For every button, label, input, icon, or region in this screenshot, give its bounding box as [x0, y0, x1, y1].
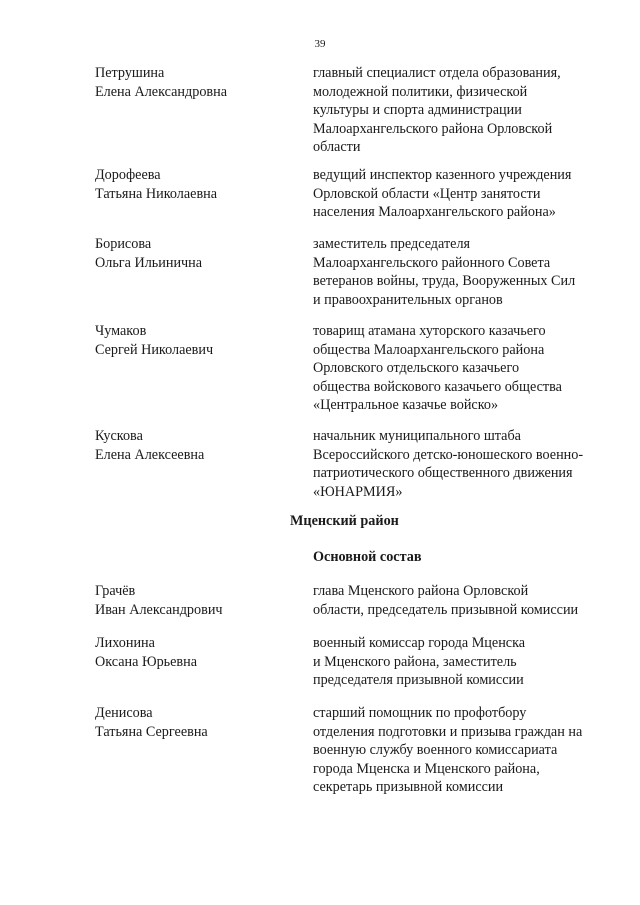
role-line: культуры и спорта администрации [313, 102, 522, 119]
section-title: Мценский район [290, 513, 399, 529]
given-names: Ольга Ильинична [95, 254, 203, 271]
surname: Чумаков [95, 323, 147, 339]
role-line: секретарь призывной комиссии [313, 779, 504, 796]
member-name [95, 166, 295, 203]
role-line: молодежной политики, физической [313, 83, 528, 100]
role-line: населения Малоархангельского района» [313, 204, 556, 221]
role-line: общества Малоархангельского района [313, 341, 545, 358]
surname: Борисова [95, 236, 152, 252]
role-line: «Центральное казачье войско» [313, 397, 499, 414]
member-role [313, 322, 613, 415]
role-line: начальник муниципального штаба [313, 428, 521, 444]
surname: Петрушина [95, 65, 165, 81]
surname: Кускова [95, 428, 143, 444]
subsection-title: Основной состав [313, 549, 422, 565]
role-line: товарищ атамана хуторского казачьего [313, 323, 546, 339]
surname: Денисова [95, 705, 153, 721]
role-line: ветеранов войны, труда, Вооруженных Сил [313, 273, 576, 290]
surname: Дорофеева [95, 167, 161, 183]
role-line: «ЮНАРМИЯ» [313, 483, 403, 500]
role-line: Орловской области «Центр занятости [313, 185, 541, 202]
member-role [313, 704, 613, 797]
role-line: Всероссийского детско-юношеского военно- [313, 446, 584, 463]
role-line: Малоархангельского районного Совета [313, 254, 551, 271]
role-line: глава Мценского района Орловской [313, 583, 529, 599]
given-names: Оксана Юрьевна [95, 653, 198, 670]
role-line: города Мценска и Мценского района, [313, 760, 540, 777]
member-role [313, 166, 613, 222]
member-name [95, 427, 295, 464]
page-number: 39 [314, 38, 326, 50]
member-role [313, 427, 613, 501]
given-names: Елена Александровна [95, 83, 227, 100]
role-line: и Мценского района, заместитель [313, 653, 517, 670]
given-names: Елена Алексеевна [95, 446, 205, 463]
member-name [95, 322, 295, 359]
role-line: главный специалист отдела образования, [313, 65, 561, 81]
role-line: заместитель председателя [313, 236, 471, 252]
given-names: Татьяна Николаевна [95, 185, 218, 202]
surname: Грачёв [95, 583, 136, 599]
member-role [313, 235, 613, 309]
member-name [95, 634, 295, 671]
role-line: и правоохранительных органов [313, 291, 503, 308]
member-name [95, 235, 295, 272]
surname: Лихонина [95, 635, 155, 651]
role-line: Малоархангельского района Орловской [313, 120, 553, 137]
role-line: военную службу военного комиссариата [313, 742, 558, 759]
member-role [313, 634, 613, 690]
role-line: общества войскового казачьего общества [313, 378, 562, 395]
given-names: Иван Александрович [95, 601, 223, 618]
member-name [95, 582, 295, 619]
role-line: старший помощник по профотбору [313, 705, 527, 721]
role-line: отделения подготовки и призыва граждан на [313, 723, 583, 740]
given-names: Сергей Николаевич [95, 341, 214, 358]
member-name [95, 704, 295, 741]
role-line: Орловского отдельского казачьего [313, 360, 520, 377]
role-line: патриотического общественного движения [313, 465, 573, 482]
role-line: военный комиссар города Мценска [313, 635, 526, 651]
given-names: Татьяна Сергеевна [95, 723, 208, 740]
role-line: области, председатель призывной комиссии [313, 601, 579, 618]
role-line: ведущий инспектор казенного учреждения [313, 167, 572, 183]
member-role [313, 64, 613, 157]
role-line: области [313, 139, 361, 156]
member-role [313, 582, 613, 619]
member-name [95, 64, 295, 101]
role-line: председателя призывной комиссии [313, 672, 524, 689]
